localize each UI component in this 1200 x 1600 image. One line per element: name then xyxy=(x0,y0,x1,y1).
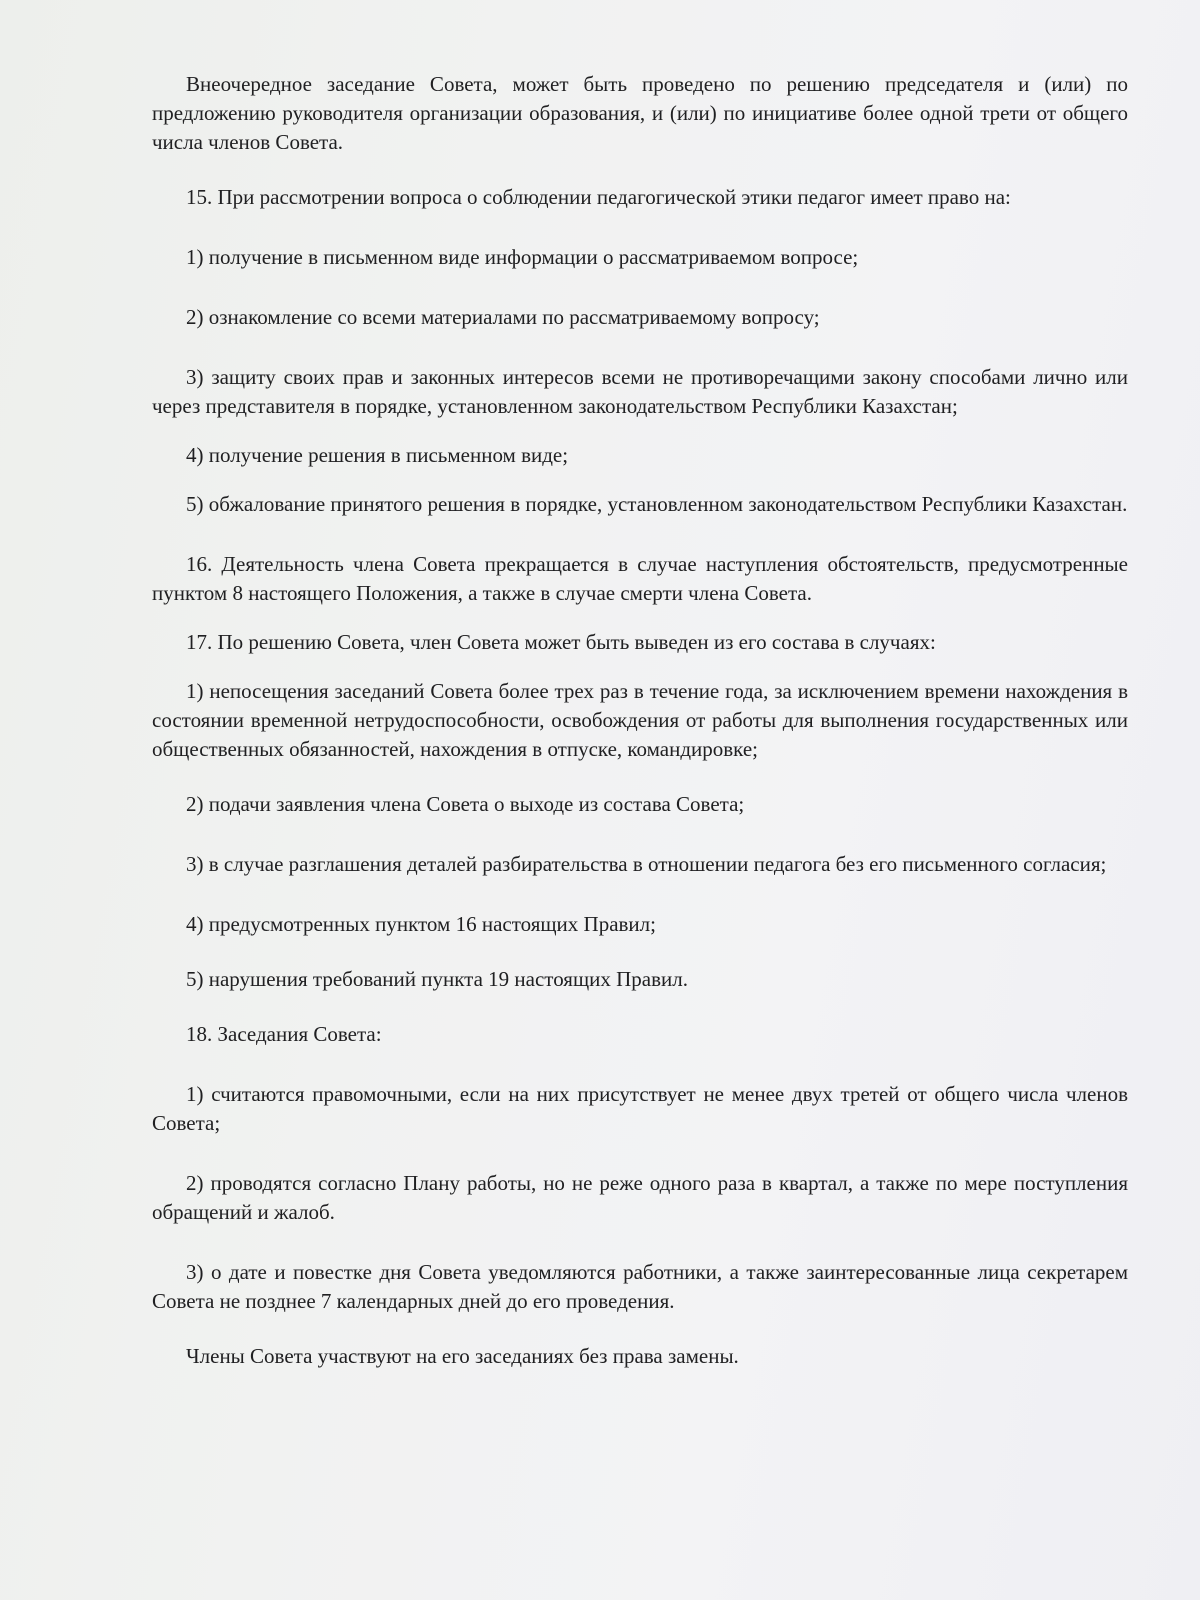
paragraph-17-item-3: 3) в случае разглашения деталей разбирательства в отношении педагога без его письменного согласия; xyxy=(186,852,1107,876)
paragraph-15-item-2: 2) ознакомление со всеми материалами по рассматриваемому вопросу; xyxy=(186,305,820,329)
paragraph-17-item-5: 5) нарушения требований пункта 19 настоящих Правил. xyxy=(186,967,688,991)
paragraph-17-item-4: 4) предусмотренных пунктом 16 настоящих Правил; xyxy=(186,912,656,936)
paragraph-15-item-3: 3) защиту своих прав и законных интересов всеми не противоречащими закону способами лично или через представителя в порядке, установленном законодательством Республики Казахстан; xyxy=(152,365,1128,418)
paragraph-extraordinary-meeting: Внеочередное заседание Совета, может быть проведено по решению председателя и (или) по предложению руководителя организации образования, и (или) по инициативе более одной трети от общего числа членов Совета. xyxy=(152,72,1128,154)
paragraph-15-item-4: 4) получение решения в письменном виде; xyxy=(186,443,569,467)
paragraph-17-item-1: 1) непосещения заседаний Совета более трех раз в течение года, за исключением времени нахождения в состоянии временной нетрудоспособности, освобождения от работы для выполнения государственных или общественных обязанностей, нахождения в отпуске, командировке; xyxy=(152,679,1128,761)
paragraph-17-item-2: 2) подачи заявления члена Совета о выходе из состава Совета; xyxy=(186,792,745,816)
paragraph-15: 15. При рассмотрении вопроса о соблюдении педагогической этики педагог имеет право на: xyxy=(186,185,1011,209)
paragraph-18-item-2: 2) проводятся согласно Плану работы, но не реже одного раза в квартал, а также по мере поступления обращений и жалоб. xyxy=(152,1171,1128,1224)
paragraph-17: 17. По решению Совета, член Совета может быть выведен из его состава в случаях: xyxy=(186,630,936,654)
paragraph-18-item-3: 3) о дате и повестке дня Совета уведомляются работники, а также заинтересованные лица секретарем Совета не позднее 7 календарных дней до его проведения. xyxy=(152,1260,1128,1313)
paragraph-members-no-substitution: Члены Совета участвуют на его заседаниях без права замены. xyxy=(186,1344,739,1368)
paragraph-18-item-1: 1) считаются правомочными, если на них присутствует не менее двух третей от общего числа членов Совета; xyxy=(152,1082,1128,1135)
paragraph-15-item-1: 1) получение в письменном виде информации о рассматриваемом вопросе; xyxy=(186,245,859,269)
document-body xyxy=(152,70,1128,1371)
paragraph-16: 16. Деятельность члена Совета прекращается в случае наступления обстоятельств, предусмотренные пунктом 8 настоящего Положения, а также в случае смерти члена Совета. xyxy=(152,552,1128,605)
paragraph-18: 18. Заседания Совета: xyxy=(186,1022,382,1046)
paragraph-15-item-5: 5) обжалование принятого решения в порядке, установленном законодательством Республики Казахстан. xyxy=(186,492,1128,516)
